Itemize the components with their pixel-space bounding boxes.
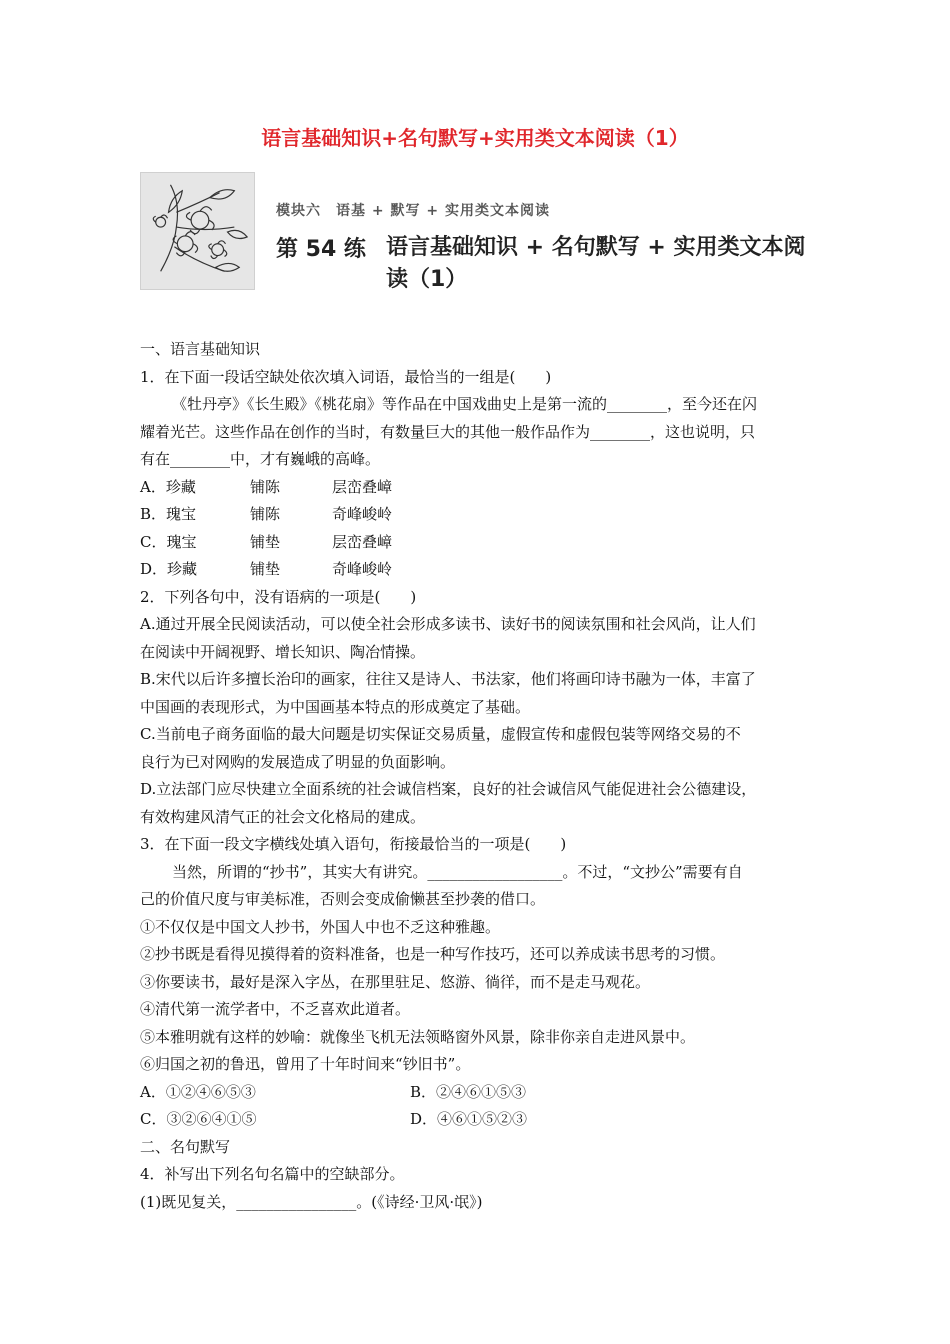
fill-in-item: (1)既见复关，________________。(《诗经·卫风·氓》) (140, 1192, 483, 1211)
option-line: D.立法部门应尽快建立全面系统的社会诚信档案，良好的社会诚信风气能促进社会公德建设， (140, 780, 757, 798)
option-word: 铺陈 (250, 505, 281, 523)
question-stem: 4．补写出下列名句名篇中的空缺部分。 (140, 1165, 405, 1183)
answer-option (140, 501, 830, 529)
document-title: 语言基础知识+名句默写+实用类文本阅读（1） (261, 126, 689, 150)
option-line: C.当前电子商务面临的最大问题是切实保证交易质量，虚假宣传和虚假包装等网络交易的不 (140, 725, 741, 743)
answer-option: C．③②⑥④①⑤ (140, 1110, 257, 1128)
answer-option (140, 529, 830, 557)
flower-illustration (140, 172, 255, 290)
option-word: 铺陈 (250, 477, 281, 496)
option-label: A．珍藏 (140, 477, 196, 496)
passage-line: 己的价值尺度与审美标准，否则会变成偷懒甚至抄袭的借口。 (140, 890, 546, 908)
document-body (140, 336, 830, 1216)
section-heading: 一、语言基础知识 (140, 340, 261, 358)
option-label: B．瑰宝 (140, 505, 197, 523)
option-word: 铺垫 (250, 560, 281, 578)
section-heading: 二、名句默写 (140, 1137, 231, 1156)
lesson-title: 语言基础知识 + 名句默写 + 实用类文本阅读（1） (386, 235, 806, 292)
option-line: A.通过开展全民阅读活动，可以使全社会形成多读书、读好书的阅读氛围和社会风尚，让人们 (140, 615, 756, 633)
lesson-number: 第 54 练 (276, 237, 366, 262)
answer-option: D．④⑥①⑤②③ (410, 1110, 528, 1128)
answer-option (140, 474, 830, 502)
option-line: 良行为已对网购的发展造成了明显的负面影响。 (140, 752, 456, 771)
numbered-item: ⑥归国之初的鲁迅，曾用了十年时间来“钞旧书”。 (140, 1055, 471, 1073)
option-label: D．珍藏 (140, 560, 198, 578)
answer-option-row (140, 1106, 830, 1134)
numbered-item: ②抄书既是看得见摸得着的资料准备，也是一种写作技巧，还可以养成读书思考的习惯。 (140, 945, 726, 963)
module-subtitle: 模块六 语基 + 默写 + 实用类文本阅读 (276, 203, 550, 219)
answer-option-row (140, 1079, 830, 1107)
option-label: C．瑰宝 (140, 532, 197, 551)
question-stem: 3．在下面一段文字横线处填入语句，衔接最恰当的一项是( ) (140, 835, 567, 853)
option-line: 有效构建风清气正的社会文化格局的建成。 (140, 807, 426, 826)
option-word: 层峦叠嶂 (332, 532, 393, 551)
option-word: 奇峰峻岭 (332, 560, 393, 578)
option-word: 奇峰峻岭 (332, 505, 393, 523)
passage-line: 《牡丹亭》《长生殿》《桃花扇》等作品在中国戏曲史上是第一流的________，至今还在闪 (172, 395, 758, 413)
option-line: 在阅读中开阔视野、增长知识、陶冶情操。 (140, 642, 426, 661)
option-line: B.宋代以后许多擅长治印的画家，往往又是诗人、书法家，他们将画印诗书融为一体，丰富了 (140, 670, 756, 688)
numbered-item: ③你要读书，最好是深入字丛，在那里驻足、悠游、徜徉，而不是走马观花。 (140, 972, 651, 991)
passage-line: 当然，所谓的“抄书”，其实大有讲究。__________________。不过，“文抄公”需要有自 (172, 862, 743, 881)
flower-icon (141, 173, 254, 289)
option-word: 铺垫 (250, 532, 281, 551)
passage-line: 耀着光芒。这些作品在创作的当时，有数量巨大的其他一般作品作为________，这也说明，只 (140, 422, 756, 441)
question-stem: 1．在下面一段话空缺处依次填入词语，最恰当的一组是( ) (140, 367, 552, 386)
option-word: 层峦叠嶂 (332, 477, 393, 496)
passage-line: 有在________中，才有巍峨的高峰。 (140, 450, 381, 468)
numbered-item: ④清代第一流学者中，不乏喜欢此道者。 (140, 1000, 411, 1018)
question-stem: 2．下列各句中，没有语病的一项是( ) (140, 587, 417, 606)
answer-option (140, 556, 830, 584)
numbered-item: ⑤本雅明就有这样的妙喻：就像坐飞机无法领略窗外风景，除非你亲自走进风景中。 (140, 1027, 696, 1046)
answer-option: B．②④⑥①⑤③ (410, 1082, 527, 1101)
numbered-item: ①不仅仅是中国文人抄书，外国人中也不乏这种雅趣。 (140, 917, 501, 936)
option-line: 中国画的表现形式，为中国画基本特点的形成奠定了基础。 (140, 697, 531, 716)
answer-option: A．①②④⑥⑤③ (140, 1082, 256, 1101)
